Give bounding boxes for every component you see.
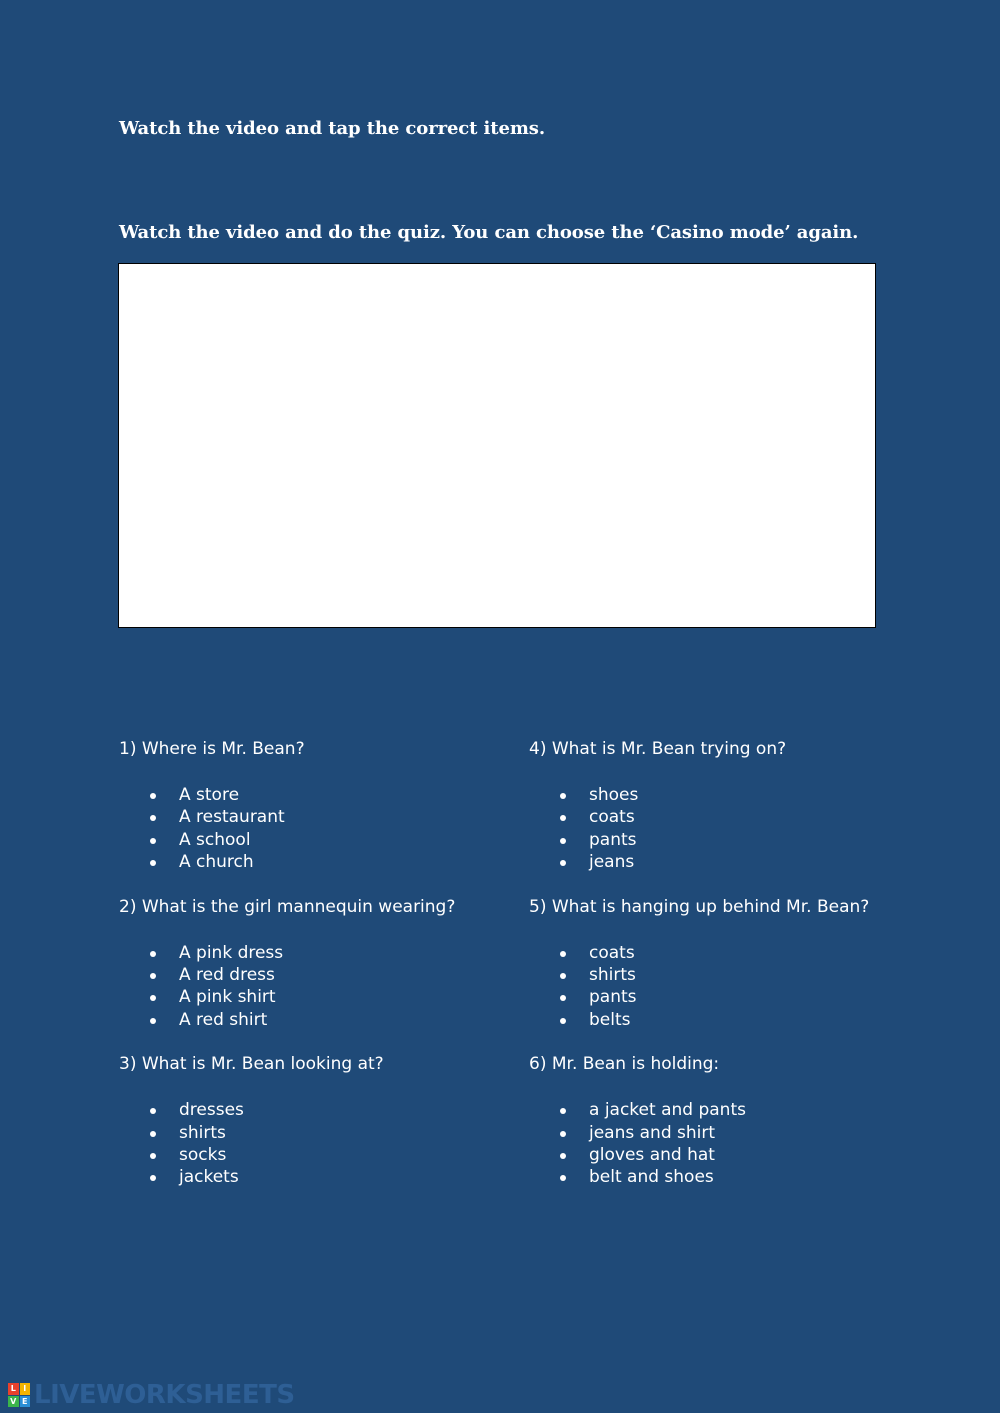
answer-option[interactable] (119, 1144, 519, 1166)
liveworksheets-logo (8, 1380, 295, 1410)
bullet-icon (150, 1153, 156, 1159)
option-label: A pink shirt (179, 987, 276, 1008)
option-label: A pink dress (179, 942, 284, 963)
answer-option[interactable] (529, 784, 929, 806)
question-2 (119, 896, 519, 1032)
bullet-icon (560, 860, 566, 866)
bullet-icon (560, 1153, 566, 1159)
answer-option[interactable] (529, 964, 929, 986)
bullet-icon (150, 995, 156, 1001)
option-label: coats (589, 807, 635, 828)
question-title: 2) What is the girl mannequin wearing? (119, 896, 456, 917)
logo-tile: I (20, 1383, 31, 1395)
bullet-icon (150, 951, 156, 957)
answer-option[interactable] (529, 806, 929, 828)
question-4 (529, 738, 929, 874)
bullet-icon (150, 1131, 156, 1137)
option-label: a jacket and pants (589, 1100, 746, 1121)
question-title: 6) Mr. Bean is holding: (529, 1054, 720, 1075)
option-label: A red dress (179, 965, 275, 986)
option-label: shirts (589, 965, 636, 986)
bullet-icon (560, 1108, 566, 1114)
bullet-icon (150, 1175, 156, 1181)
answer-option[interactable] (119, 851, 519, 873)
instruction-tap-items: Watch the video and tap the correct items. (119, 118, 545, 139)
bullet-icon (150, 1108, 156, 1114)
bullet-icon (150, 860, 156, 866)
bullet-icon (150, 838, 156, 844)
bullet-icon (560, 815, 566, 821)
option-label: A restaurant (179, 807, 285, 828)
answer-option[interactable] (529, 1099, 929, 1121)
question-title: 3) What is Mr. Bean looking at? (119, 1054, 384, 1075)
option-label: A church (179, 852, 254, 873)
answer-option[interactable] (119, 1166, 519, 1188)
bullet-icon (560, 793, 566, 799)
option-label: dresses (179, 1100, 244, 1121)
questions-right-column (529, 738, 929, 1211)
answer-option[interactable] (119, 829, 519, 851)
bullet-icon (560, 973, 566, 979)
question-6 (529, 1053, 929, 1189)
question-title: 5) What is hanging up behind Mr. Bean? (529, 896, 870, 917)
option-label: gloves and hat (589, 1145, 715, 1166)
option-label: jeans and shirt (589, 1122, 716, 1143)
logo-tile: V (8, 1396, 19, 1408)
option-label: shoes (589, 785, 639, 805)
option-label: belts (589, 1009, 631, 1030)
logo-tile: L (8, 1383, 19, 1395)
option-label: coats (589, 942, 635, 963)
option-label: jackets (179, 1167, 239, 1188)
bullet-icon (560, 951, 566, 957)
answer-option[interactable] (119, 1009, 519, 1031)
questions-left-column (119, 738, 519, 1211)
answer-option[interactable] (119, 986, 519, 1008)
bullet-icon (150, 793, 156, 799)
option-label: pants (589, 987, 637, 1008)
answer-option[interactable] (529, 851, 929, 873)
answer-option[interactable] (529, 942, 929, 964)
option-label: pants (589, 829, 637, 850)
bullet-icon (560, 1175, 566, 1181)
question-title: 1) Where is Mr. Bean? (119, 739, 305, 759)
logo-text: LIVEWORKSHEETS (34, 1380, 295, 1410)
option-label: belt and shoes (589, 1167, 714, 1188)
logo-grid-icon (8, 1383, 30, 1407)
answer-option[interactable] (529, 1122, 929, 1144)
option-label: shirts (179, 1122, 226, 1143)
question-1 (119, 738, 519, 874)
option-label: socks (179, 1145, 227, 1166)
answer-option[interactable] (119, 1099, 519, 1121)
answer-option[interactable] (529, 1166, 929, 1188)
answer-option[interactable] (119, 1122, 519, 1144)
answer-option[interactable] (119, 942, 519, 964)
answer-option[interactable] (529, 1144, 929, 1166)
option-label: A store (179, 785, 240, 805)
answer-option[interactable] (119, 964, 519, 986)
bullet-icon (560, 838, 566, 844)
logo-tile: E (20, 1396, 31, 1408)
bullet-icon (560, 1018, 566, 1024)
bullet-icon (150, 973, 156, 979)
option-label: A school (179, 829, 251, 850)
question-title: 4) What is Mr. Bean trying on? (529, 739, 787, 759)
instruction-quiz: Watch the video and do the quiz. You can choose the ‘Casino mode’ again. (119, 222, 859, 243)
bullet-icon (560, 1131, 566, 1137)
answer-option[interactable] (119, 806, 519, 828)
answer-option[interactable] (119, 784, 519, 806)
answer-option[interactable] (529, 986, 929, 1008)
answer-option[interactable] (529, 1009, 929, 1031)
bullet-icon (560, 995, 566, 1001)
option-label: A red shirt (179, 1009, 268, 1030)
answer-option[interactable] (529, 829, 929, 851)
bullet-icon (150, 1018, 156, 1024)
video-embed[interactable] (118, 263, 876, 628)
option-label: jeans (589, 852, 635, 873)
question-5 (529, 896, 929, 1032)
question-3 (119, 1053, 519, 1189)
bullet-icon (150, 815, 156, 821)
